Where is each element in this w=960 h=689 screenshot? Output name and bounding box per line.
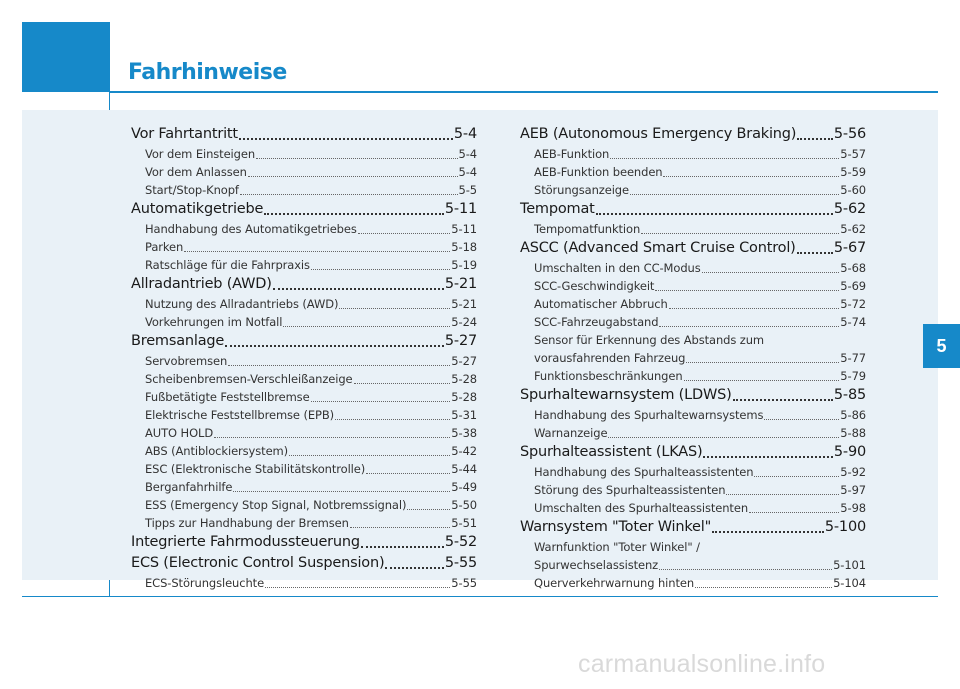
toc-entry-label: SCC-Geschwindigkeit [534,279,655,293]
toc-page-number: 5-4 [453,126,477,142]
toc-subentry[interactable] [131,256,477,274]
toc-entry-label: Handhabung des Spurhalteassistenten [534,465,754,479]
toc-subentry[interactable] [131,370,477,388]
toc-leader-dots [264,213,444,215]
toc-page-number: 5-51 [451,516,477,530]
toc-page-number: 5-69 [840,279,866,293]
toc-leader-dots [726,494,839,495]
toc-page-number: 5-4 [458,147,477,161]
toc-subentry[interactable] [520,463,866,481]
toc-subentry[interactable] [131,295,477,313]
toc-subentry[interactable] [520,145,866,163]
toc-leader-dots [335,419,450,420]
toc-page-number: 5-21 [451,297,477,311]
toc-entry-label: AEB-Funktion beenden [534,165,663,179]
toc-leader-dots [265,587,450,588]
toc-chapter-entry[interactable] [520,238,866,259]
toc-leader-dots [695,587,832,588]
toc-entry-label: Spurhaltewarnsystem (LDWS) [520,387,732,403]
toc-leader-dots [361,546,444,548]
toc-page-number: 5-62 [840,222,866,236]
toc-leader-dots [733,399,833,401]
toc-page-number: 5-98 [840,501,866,515]
toc-page-number: 5-101 [833,558,866,572]
toc-entry-label: ESC (Elektronische Stabilitätskontrolle) [145,462,366,476]
toc-page-number: 5-11 [451,222,477,236]
toc-subentry[interactable] [520,367,866,385]
toc-entry-label: Bremsanlage [131,333,225,349]
toc-page-number: 5-31 [451,408,477,422]
toc-entry-label: AEB-Funktion [534,147,610,161]
toc-page-number: 5-24 [451,315,477,329]
page-title: Fahrhinweise [128,60,287,85]
toc-chapter-entry[interactable] [520,199,866,220]
toc-subentry[interactable] [131,442,477,460]
toc-chapter-entry[interactable] [131,331,477,352]
toc-leader-dots [385,567,443,569]
toc-leader-dots [283,326,450,327]
header-rule [109,91,938,93]
toc-page-number: 5-28 [451,390,477,404]
toc-page-number: 5-44 [451,462,477,476]
toc-entry-label: Tempomatfunktion [534,222,641,236]
toc-page-number: 5-11 [444,201,477,217]
toc-entry-label: Störungsanzeige [534,183,629,197]
toc-leader-dots [659,569,832,570]
toc-subentry[interactable] [131,478,477,496]
toc-subentry[interactable] [131,352,477,370]
toc-subentry[interactable] [520,220,866,238]
toc-page-number: 5-79 [840,369,866,383]
toc-entry-label: Integrierte Fahrmodussteuerung [131,534,360,550]
toc-page-number: 5-100 [824,519,866,535]
toc-entry-label: Elektrische Feststellbremse (EPB) [145,408,335,422]
toc-page-number: 5-92 [840,465,866,479]
toc-leader-dots [610,158,839,159]
toc-leader-dots [256,158,458,159]
toc-leader-dots [366,473,450,474]
header-color-block [22,22,110,92]
toc-subentry[interactable] [131,181,477,199]
toc-leader-dots [239,138,453,140]
toc-entry-label: Störung des Spurhalteassistenten [534,483,726,497]
toc-subentry[interactable] [131,496,477,514]
toc-subentry[interactable] [131,145,477,163]
toc-leader-dots [311,269,450,270]
toc-entry-label: AEB (Autonomous Emergency Braking) [520,126,797,142]
toc-subentry-continued[interactable]: Sensor für Erkennung des Abstands zum [534,333,765,347]
toc-chapter-entry[interactable] [131,553,477,574]
toc-entry-label: AUTO HOLD [145,426,214,440]
toc-page-number: 5-74 [840,315,866,329]
toc-page-number: 5-18 [451,240,477,254]
toc-entry-label: Start/Stop-Knopf [145,183,239,197]
toc-subentry[interactable] [131,460,477,478]
toc-entry-label: ECS (Electronic Control Suspension) [131,555,385,571]
toc-page-number: 5-88 [840,426,866,440]
toc-chapter-entry[interactable] [131,124,477,145]
toc-chapter-entry[interactable] [520,517,866,538]
toc-page-number: 5-21 [444,276,477,292]
toc-subentry[interactable] [131,313,477,331]
toc-leader-dots [214,437,450,438]
toc-page-number: 5-56 [833,126,866,142]
toc-chapter-entry[interactable] [131,274,477,295]
toc-subentry[interactable] [131,163,477,181]
toc-page-number: 5-62 [833,201,866,217]
toc-leader-dots [764,419,839,420]
toc-leader-dots [289,455,450,456]
toc-leader-dots [228,365,450,366]
toc-subentry[interactable] [131,406,477,424]
toc-leader-dots [663,176,839,177]
toc-entry-label: Handhabung des Automatikgetriebes [145,222,357,236]
toc-page-number: 5-27 [444,333,477,349]
toc-entry-label: Warnsystem "Toter Winkel" [520,519,712,535]
toc-page-number: 5-77 [840,351,866,365]
toc-page-number: 5-59 [840,165,866,179]
toc-entry-label: Ratschläge für die Fahrpraxis [145,258,310,272]
toc-entry-label: Umschalten des Spurhalteassistenten [534,501,749,515]
toc-entry-label: Tipps zur Handhabung der Bremsen [145,516,349,530]
toc-subentry[interactable] [131,514,477,532]
toc-page-number: 5-49 [451,480,477,494]
toc-subentry[interactable] [520,163,866,181]
toc-page-number: 5-27 [451,354,477,368]
toc-leader-dots [273,288,444,290]
toc-entry-label: Automatischer Abbruch [534,297,668,311]
toc-entry-label: Funktionsbeschränkungen [534,369,683,383]
toc-chapter-entry[interactable] [520,385,866,406]
toc-entry-label: Fußbetätigte Feststellbremse [145,390,310,404]
toc-leader-dots [184,251,450,252]
toc-leader-dots [684,380,840,381]
toc-page-number: 5-86 [840,408,866,422]
toc-subentry[interactable] [520,349,866,367]
toc-entry-label: ECS-Störungsleuchte [145,576,265,590]
toc-page-number: 5-28 [451,372,477,386]
toc-page-number: 5-50 [451,498,477,512]
toc-page-number: 5-4 [458,165,477,179]
toc-subentry[interactable] [520,499,866,517]
toc-page-number: 5-52 [444,534,477,550]
toc-subentry[interactable] [520,574,866,592]
toc-subentry[interactable] [520,556,866,574]
toc-entry-label: Automatikgetriebe [131,201,264,217]
toc-page-number: 5-60 [840,183,866,197]
toc-leader-dots [669,308,840,309]
toc-entry-label: Querverkehrwarnung hinten [534,576,695,590]
toc-chapter-entry[interactable] [131,199,477,220]
toc-entry-label: Tempomat [520,201,595,217]
toc-entry-label: Berganfahrhilfe [145,480,233,494]
toc-leader-dots [608,437,839,438]
toc-entry-label: SCC-Fahrzeugabstand [534,315,659,329]
toc-subentry[interactable] [520,406,866,424]
toc-leader-dots [407,509,450,510]
toc-subentry[interactable] [520,277,866,295]
toc-entry-label: Handhabung des Spurhaltewarnsystems [534,408,764,422]
toc-subentry[interactable] [520,259,866,277]
toc-left-column [131,124,477,592]
toc-subentry[interactable] [520,295,866,313]
toc-page-number: 5-72 [840,297,866,311]
toc-leader-dots [339,308,450,309]
toc-entry-label: Warnanzeige [534,426,608,440]
toc-leader-dots [358,233,451,234]
toc-entry-label: Allradantrieb (AWD) [131,276,272,292]
toc-chapter-entry[interactable] [520,442,866,463]
toc-entry-label: Spurhalteassistent (LKAS) [520,444,703,460]
toc-leader-dots [240,194,458,195]
toc-leader-dots [703,456,832,458]
toc-leader-dots [754,476,839,477]
toc-subentry[interactable] [520,313,866,331]
toc-page-number: 5-55 [444,555,477,571]
toc-subentry[interactable] [131,238,477,256]
toc-page-number: 5-38 [451,426,477,440]
toc-leader-dots [797,252,833,254]
toc-leader-dots [797,138,833,140]
toc-entry-label: ESS (Emergency Stop Signal, Notbremssignal) [145,498,407,512]
toc-entry-label: Vor dem Anlassen [145,165,247,179]
footer-rule [22,596,938,597]
toc-leader-dots [630,194,839,195]
toc-subentry[interactable] [131,574,477,592]
toc-leader-dots [311,401,451,402]
watermark: carmanualsonline.info [578,650,826,678]
toc-subentry[interactable] [131,424,477,442]
toc-page-number: 5-85 [833,387,866,403]
toc-entry-label: Spurwechselassistenz [534,558,659,572]
toc-chapter-entry[interactable] [520,124,866,145]
toc-page-number: 5-97 [840,483,866,497]
toc-leader-dots [641,233,839,234]
toc-entry-label: Vorkehrungen im Notfall [145,315,283,329]
toc-chapter-entry[interactable] [131,532,477,553]
toc-entry-label: Scheibenbremsen-Verschleißanzeige [145,372,353,386]
toc-entry-label: Servobremsen [145,354,228,368]
toc-page-number: 5-104 [833,576,866,590]
toc-subentry[interactable] [131,388,477,406]
toc-entry-label: Parken [145,240,184,254]
toc-leader-dots [596,213,833,215]
toc-entry-label: Nutzung des Allradantriebs (AWD) [145,297,339,311]
toc-entry-label: ASCC (Advanced Smart Cruise Control) [520,240,796,256]
toc-leader-dots [225,345,444,347]
toc-leader-dots [712,531,824,533]
toc-entry-label: Vor Fahrtantritt [131,126,238,142]
chapter-tab[interactable]: 5 [923,324,960,368]
toc-entry-label: ABS (Antiblockiersystem) [145,444,289,458]
toc-leader-dots [686,362,839,363]
toc-page-number: 5-19 [451,258,477,272]
toc-page-number: 5-57 [840,147,866,161]
toc-subentry[interactable] [520,481,866,499]
toc-subentry-continued[interactable]: Warnfunktion "Toter Winkel" / [534,540,700,554]
toc-entry-label: Vor dem Einsteigen [145,147,256,161]
toc-page-number: 5-67 [833,240,866,256]
toc-subentry[interactable] [520,424,866,442]
toc-entry-label: Umschalten in den CC-Modus [534,261,701,275]
toc-right-column [520,124,866,592]
toc-page-number: 5-42 [451,444,477,458]
toc-leader-dots [702,272,840,273]
toc-subentry[interactable] [131,220,477,238]
toc-page-number: 5-68 [840,261,866,275]
toc-leader-dots [233,491,450,492]
toc-subentry[interactable] [520,181,866,199]
toc-leader-dots [248,176,458,177]
toc-entry-label: vorausfahrenden Fahrzeug [534,351,686,365]
toc-leader-dots [350,527,450,528]
toc-leader-dots [655,290,839,291]
toc-page-number: 5-5 [458,183,477,197]
toc-leader-dots [749,512,839,513]
toc-leader-dots [354,383,451,384]
toc-page-number: 5-90 [833,444,866,460]
toc-leader-dots [659,326,839,327]
toc-page-number: 5-55 [451,576,477,590]
